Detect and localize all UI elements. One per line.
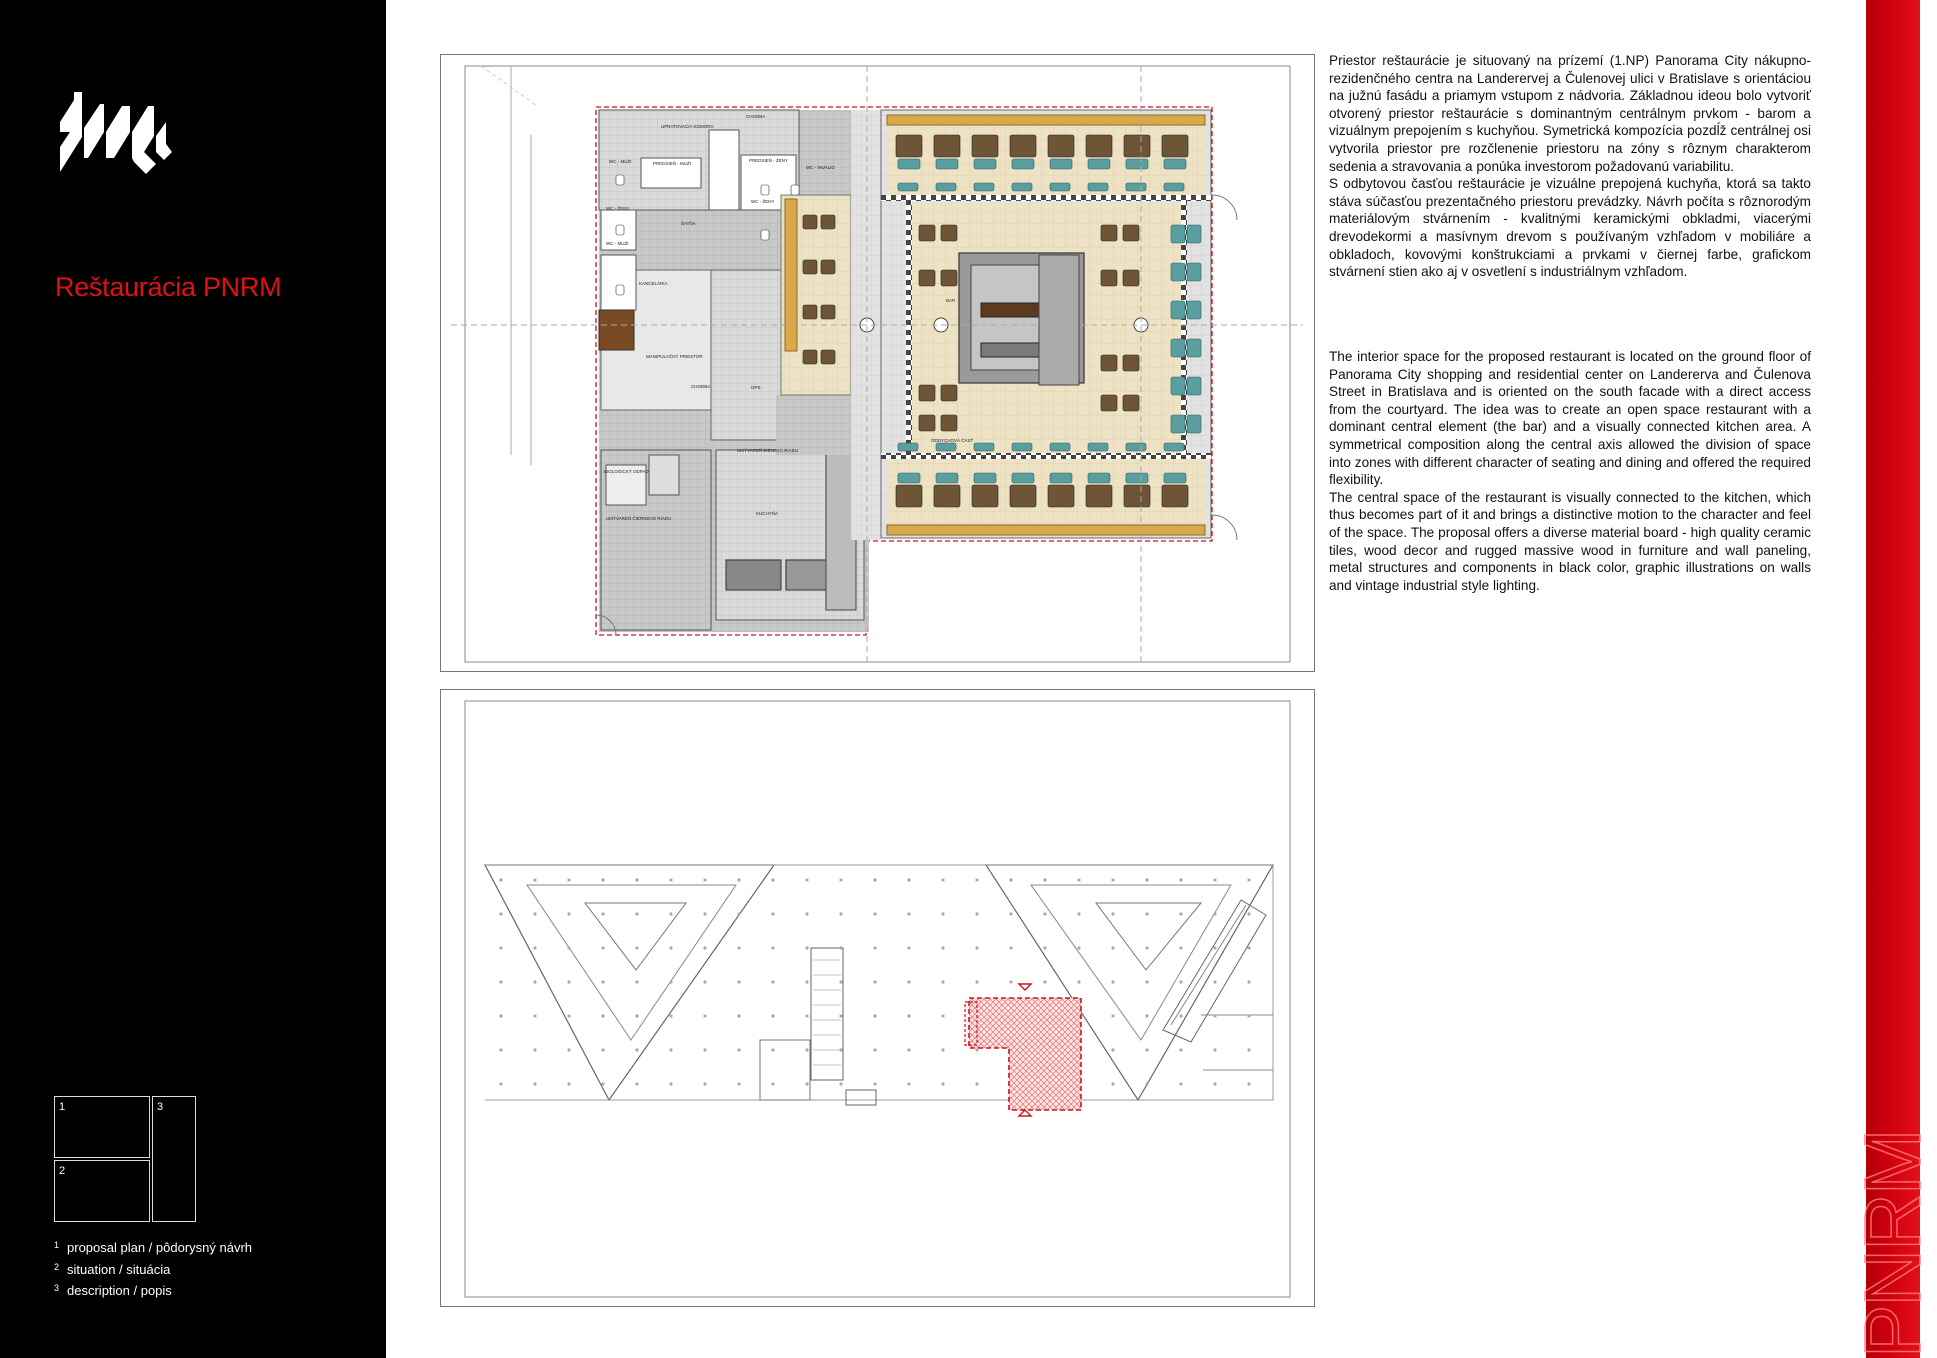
booth-seat: [1164, 473, 1186, 483]
column-grid-point: [941, 1014, 944, 1017]
sidebar: [0, 0, 386, 1358]
room-label: CHODBA: [691, 384, 711, 389]
column-grid-point: [1145, 980, 1148, 983]
legend-item: [54, 1279, 252, 1301]
legend-item: [54, 1258, 252, 1280]
column-grid-point: [1179, 912, 1182, 915]
booth-seat: [1126, 443, 1146, 451]
booth-seat: [1164, 183, 1184, 191]
dining-table: [1162, 135, 1188, 157]
column-grid-point: [533, 1048, 536, 1051]
toilet: [791, 185, 799, 195]
booth-seat: [1171, 339, 1185, 357]
column-grid-point: [1043, 878, 1046, 881]
dining-table: [1048, 135, 1074, 157]
booth-seat: [974, 443, 994, 451]
column-grid-point: [499, 946, 502, 949]
booth-seat: [974, 473, 996, 483]
column-grid-point: [873, 1048, 876, 1051]
column-grid-point: [1213, 1048, 1216, 1051]
dining-table: [896, 135, 922, 157]
column-grid-point: [941, 878, 944, 881]
room-label: WC - ŽENY: [606, 206, 630, 211]
column-grid-point: [669, 946, 672, 949]
column-grid-point: [1213, 878, 1216, 881]
legend-list: [54, 1236, 252, 1301]
toilet: [616, 285, 624, 295]
booth-seat: [1164, 159, 1186, 169]
situation-panel: [440, 689, 1315, 1307]
layout-cell-1: [54, 1096, 150, 1158]
column-grid-point: [873, 1014, 876, 1017]
column-grid-point: [635, 980, 638, 983]
column-grid-point: [975, 912, 978, 915]
booth-seat: [1171, 415, 1185, 433]
booth-seat: [1164, 443, 1184, 451]
column-grid-point: [907, 980, 910, 983]
layout-cell-number: 3: [157, 1101, 164, 1113]
column-grid-point: [975, 1082, 978, 1085]
column-grid-point: [703, 878, 706, 881]
dining-table: [934, 485, 960, 507]
description-paragraph: The central space of the restaurant is visually connected to the kitchen, which thus becomes part of it and brings a distinctive motion to the character and feel of the space. The proposal offers a diverse material board - high quality ceramic tiles, wood decor and rugged massive wood in furniture and wall paneling, metal structures and components in black color, graphic illustrations on walls and vintage industrial style lighting.: [1329, 489, 1811, 593]
booth-seat: [1171, 225, 1185, 243]
booth-seat: [1012, 159, 1034, 169]
column-grid-point: [567, 946, 570, 949]
column-grid-point: [839, 912, 842, 915]
column-grid-point: [1247, 946, 1250, 949]
column-grid-point: [975, 980, 978, 983]
column-grid-point: [805, 946, 808, 949]
booth-seat: [1171, 301, 1185, 319]
legend-item-text: situation / situácia: [67, 1261, 171, 1277]
booth-seat: [1088, 159, 1110, 169]
column-grid-point: [533, 912, 536, 915]
room-label: ODDYCHOVÁ ČASŤ: [931, 438, 974, 443]
column-grid-point: [1179, 980, 1182, 983]
description-paragraph: The interior space for the proposed restaurant is located on the ground floor of Panorama City shopping and residential center on Landererva and Čulenova Street in Bratislava and is oriented on the south facade with a direct access from the courtyard. The idea was to create an open space restaurant with a dominant central element (the bar) and a visually connected kitchen area. A symmetrical composition along the central axis allowed the division of space into zones with different character of seating and dining and offered the required flexibility.: [1329, 349, 1811, 488]
dining-table: [821, 260, 835, 274]
dining-table: [1101, 225, 1117, 241]
column-grid-point: [907, 912, 910, 915]
legend-item-number: 2: [54, 1261, 60, 1272]
room-label: UMÝVAREŇ BIELEHO RIADU: [737, 448, 799, 453]
booth-seat: [1187, 263, 1201, 281]
column-grid-point: [1043, 980, 1046, 983]
booth-seat: [1126, 473, 1148, 483]
column-grid-point: [669, 912, 672, 915]
dining-table: [1123, 395, 1139, 411]
studio-logo-icon: [60, 92, 172, 174]
column-grid-point: [669, 1082, 672, 1085]
description-paragraph: Priestor reštaurácie je situovaný na prízemí (1.NP) Panorama City nákupno-rezidenčného centra na Landerervej a Čulenovej ulici v Bratislave s orientáciou na južnú fasádu a priamym vstupom z nádvoria. Základnou ideou bolo vytvoriť otvorený priestor reštaurácie s dominantným centrálnym prvkom - barom a vizuálnym prepojením s kuchyňou. Symetrická kompozícia pozdĺž centrálnej osi vytvorila priestor pre rozčlenenie priestoru na zóny s rôznym charakterom sedenia a stravovania a ponúka investorom požadovanú variabilitu.: [1329, 53, 1811, 174]
booth-seat: [1050, 183, 1070, 191]
column-grid-point: [567, 980, 570, 983]
column-grid-point: [1213, 912, 1216, 915]
column-grid-point: [601, 1014, 604, 1017]
column-grid-point: [1145, 912, 1148, 915]
booth-seat: [1050, 159, 1072, 169]
column-grid-point: [533, 878, 536, 881]
column-grid-point: [1247, 980, 1250, 983]
column-grid-point: [567, 1082, 570, 1085]
column-grid-point: [873, 878, 876, 881]
dining-table: [1123, 355, 1139, 371]
column-grid-point: [907, 878, 910, 881]
booth-seat: [898, 159, 920, 169]
column-grid-point: [771, 1048, 774, 1051]
column-grid-point: [1213, 1014, 1216, 1017]
column-grid-point: [499, 912, 502, 915]
layout-cell-number: 2: [59, 1165, 66, 1177]
column-grid-point: [703, 980, 706, 983]
dining-table: [919, 270, 935, 286]
column-grid-point: [771, 980, 774, 983]
column-grid-point: [601, 946, 604, 949]
column-grid-point: [533, 1014, 536, 1017]
column-grid-point: [1179, 1014, 1182, 1017]
column-grid-point: [635, 1048, 638, 1051]
booth-seat: [898, 473, 920, 483]
column-grid-point: [1213, 946, 1216, 949]
booth-seat: [1187, 339, 1201, 357]
column-grid-point: [941, 1082, 944, 1085]
dining-table: [1162, 485, 1188, 507]
column-grid-point: [635, 912, 638, 915]
column-grid-point: [499, 980, 502, 983]
booth-seat: [1187, 301, 1201, 319]
column-grid-point: [1111, 1014, 1114, 1017]
room-label: WC - INVALID: [806, 165, 835, 170]
column-grid-point: [941, 946, 944, 949]
column-grid-point: [567, 912, 570, 915]
column-grid-point: [1111, 980, 1114, 983]
description-english: [1329, 348, 1811, 594]
dining-table: [941, 385, 957, 401]
column-grid-point: [1247, 1014, 1250, 1017]
toilet: [761, 185, 769, 195]
legend-item-text: description / popis: [67, 1283, 172, 1298]
dining-table: [803, 215, 817, 229]
column-grid-point: [1111, 1082, 1114, 1085]
column-grid-point: [771, 1082, 774, 1085]
dining-table: [941, 415, 957, 431]
booth-seat: [974, 183, 994, 191]
booth-seat: [1012, 183, 1032, 191]
column-grid-point: [1145, 1082, 1148, 1085]
column-grid-point: [737, 878, 740, 881]
room-label: MANIPULAČNÝ PRIESTOR: [646, 354, 703, 359]
dining-table: [803, 350, 817, 364]
dining-table: [934, 135, 960, 157]
column-grid-point: [1009, 878, 1012, 881]
column-grid-point: [1111, 878, 1114, 881]
column-grid-point: [873, 946, 876, 949]
column-grid-point: [839, 1014, 842, 1017]
layout-cell-2: [54, 1160, 150, 1222]
column-grid-point: [703, 912, 706, 915]
floor-plan-drawing: [441, 55, 1313, 670]
booth-seat: [1088, 443, 1108, 451]
column-grid-point: [669, 980, 672, 983]
column-grid-point: [499, 1048, 502, 1051]
column-grid-point: [805, 1048, 808, 1051]
column-grid-point: [533, 1082, 536, 1085]
room-label: PREDSIEŇ - MUŽI: [653, 161, 692, 166]
room-label: WC - MUŽI: [609, 159, 632, 164]
column-grid-point: [1179, 878, 1182, 881]
column-grid-point: [1145, 1048, 1148, 1051]
column-grid-point: [907, 1082, 910, 1085]
column-grid-point: [1009, 980, 1012, 983]
booth-seat: [1187, 377, 1201, 395]
column-grid-point: [805, 878, 808, 881]
column-grid-point: [873, 912, 876, 915]
column-grid-point: [873, 1082, 876, 1085]
legend-item-text: proposal plan / pôdorysný návrh: [67, 1240, 253, 1255]
column-grid-point: [601, 912, 604, 915]
booth-seat: [1187, 225, 1201, 243]
dining-table: [1010, 135, 1036, 157]
column-grid-point: [737, 1082, 740, 1085]
booth-seat: [1050, 473, 1072, 483]
column-grid-point: [737, 1048, 740, 1051]
booth-seat: [1126, 159, 1148, 169]
column-grid-point: [1111, 946, 1114, 949]
dining-table: [919, 385, 935, 401]
toilet: [761, 230, 769, 240]
description-slovak: [1329, 52, 1811, 281]
room-label: BAR: [946, 298, 956, 303]
dining-table: [941, 225, 957, 241]
column-grid-point: [805, 1082, 808, 1085]
column-grid-point: [975, 946, 978, 949]
booth-seat: [1126, 183, 1146, 191]
legend-item-number: 1: [54, 1240, 60, 1250]
column-grid-point: [839, 878, 842, 881]
booth-seat: [936, 443, 956, 451]
column-grid-point: [1077, 912, 1080, 915]
dining-table: [1048, 485, 1074, 507]
booth-seat: [1187, 415, 1201, 433]
toilet: [616, 175, 624, 185]
dining-table: [1086, 485, 1112, 507]
column-grid-point: [907, 1014, 910, 1017]
column-grid-point: [1077, 980, 1080, 983]
column-grid-point: [533, 946, 536, 949]
booth-seat: [1012, 473, 1034, 483]
column-grid-point: [635, 946, 638, 949]
column-grid-point: [1247, 878, 1250, 881]
dining-table: [1101, 270, 1117, 286]
column-grid-point: [669, 878, 672, 881]
dining-table: [941, 270, 957, 286]
layout-cell-number: 1: [59, 1101, 66, 1113]
column-grid-point: [771, 912, 774, 915]
column-grid-point: [907, 946, 910, 949]
column-grid-point: [941, 980, 944, 983]
dining-table: [919, 415, 935, 431]
column-grid-point: [669, 1014, 672, 1017]
column-grid-point: [1111, 912, 1114, 915]
column-grid-point: [703, 1082, 706, 1085]
room-label: OPS: [751, 385, 761, 390]
room-label: UMÝVAREŇ ČIERNEHO RIADU: [606, 516, 672, 521]
column-grid-point: [1247, 912, 1250, 915]
dining-table: [821, 215, 835, 229]
booth-seat: [974, 159, 996, 169]
room-label: KUCHYŇA: [756, 511, 779, 516]
dining-table: [1123, 225, 1139, 241]
column-grid-point: [703, 946, 706, 949]
column-grid-point: [941, 912, 944, 915]
booth-seat: [936, 183, 956, 191]
column-grid-point: [1247, 1048, 1250, 1051]
room-label: BIOLOGICKÝ ODPAD: [604, 469, 649, 474]
column-grid-point: [1077, 946, 1080, 949]
column-grid-point: [703, 1048, 706, 1051]
booth-seat: [936, 159, 958, 169]
column-grid-point: [907, 1048, 910, 1051]
column-grid-point: [601, 1048, 604, 1051]
column-grid-point: [1043, 946, 1046, 949]
dining-table: [803, 260, 817, 274]
legend-item-number: 3: [54, 1283, 60, 1293]
dining-table: [1086, 135, 1112, 157]
column-grid-point: [1213, 1082, 1216, 1085]
booth-seat: [1171, 377, 1185, 395]
column-grid-point: [737, 946, 740, 949]
column-grid-point: [601, 1082, 604, 1085]
room-label: CHODBA: [746, 114, 766, 119]
description-paragraph: S odbytovou časťou reštaurácie je vizuálne prepojená kuchyňa, ktorá sa takto stáva súčasťou prezentačného priestoru prevádzky. Návrh počíta s rôznorodým materiálovým stvárnením - kvalitnými keramickými obkladmi, viacerými drevodekormi a masívnym drevom s používaným vzhľadom v mobiliáre a obkladoch, kovovými konštrukciami a prvkami v čiernej farbe, grafickom stvárnení stien ako aj v osvetlení s industriálnym vzhľadom.: [1329, 176, 1811, 280]
project-title: Reštaurácia PNRM: [55, 272, 282, 302]
dining-table: [1010, 485, 1036, 507]
dining-table: [803, 305, 817, 319]
column-grid-point: [839, 1048, 842, 1051]
booth-seat: [1171, 263, 1185, 281]
column-grid-point: [601, 980, 604, 983]
column-grid-point: [873, 980, 876, 983]
column-grid-point: [1145, 946, 1148, 949]
dining-table: [821, 350, 835, 364]
dining-table: [1124, 135, 1150, 157]
column-grid-point: [839, 1082, 842, 1085]
room-label: UPRATOVACIA KOMORA: [661, 124, 714, 129]
situation-drawing: [441, 690, 1313, 1305]
booth-seat: [1088, 473, 1110, 483]
column-grid-point: [567, 1048, 570, 1051]
column-grid-point: [1009, 912, 1012, 915]
column-grid-point: [737, 912, 740, 915]
booth-seat: [1050, 443, 1070, 451]
room-label: WC - MUŽI: [606, 241, 629, 246]
booth-seat: [898, 183, 918, 191]
dining-table: [1101, 355, 1117, 371]
column-grid-point: [1179, 946, 1182, 949]
column-grid-point: [499, 878, 502, 881]
booth-seat: [898, 443, 918, 451]
column-grid-point: [839, 946, 842, 949]
column-grid-point: [737, 980, 740, 983]
legend-item: [54, 1236, 252, 1258]
column-grid-point: [499, 1082, 502, 1085]
room-label: ŠATŇA: [681, 221, 696, 226]
column-grid-point: [975, 878, 978, 881]
column-grid-point: [1145, 1014, 1148, 1017]
column-grid-point: [1179, 1082, 1182, 1085]
column-grid-point: [533, 980, 536, 983]
column-grid-point: [737, 1014, 740, 1017]
dining-table: [972, 135, 998, 157]
column-grid-point: [601, 878, 604, 881]
room-label: WC - ŽENY: [751, 199, 775, 204]
column-grid-point: [635, 1014, 638, 1017]
column-grid-point: [703, 1014, 706, 1017]
column-grid-point: [1179, 1048, 1182, 1051]
column-grid-point: [1009, 946, 1012, 949]
column-grid-point: [975, 1048, 978, 1051]
dining-table: [896, 485, 922, 507]
column-grid-point: [567, 1014, 570, 1017]
booth-seat: [936, 473, 958, 483]
column-grid-point: [1043, 912, 1046, 915]
room-label: PREDSIEŇ - ŽENY: [749, 158, 789, 163]
dining-table: [1101, 395, 1117, 411]
column-grid-point: [941, 1048, 944, 1051]
toilet: [616, 225, 624, 235]
column-grid-point: [669, 1048, 672, 1051]
dining-table: [1123, 270, 1139, 286]
dining-table: [919, 225, 935, 241]
column-grid-point: [1111, 1048, 1114, 1051]
column-grid-point: [635, 878, 638, 881]
dining-table: [972, 485, 998, 507]
column-grid-point: [805, 912, 808, 915]
vertical-project-code: PNRM: [1848, 1130, 1937, 1358]
column-grid-point: [805, 1014, 808, 1017]
proposal-plan-panel: [440, 54, 1315, 672]
layout-cell-3: [152, 1096, 196, 1222]
dining-table: [1124, 485, 1150, 507]
column-grid-point: [771, 878, 774, 881]
column-grid-point: [567, 878, 570, 881]
booth-seat: [1012, 443, 1032, 451]
column-grid-point: [771, 1014, 774, 1017]
column-grid-point: [1247, 1082, 1250, 1085]
column-grid-point: [771, 946, 774, 949]
column-grid-point: [805, 980, 808, 983]
column-grid-point: [635, 1082, 638, 1085]
dining-table: [821, 305, 835, 319]
column-grid-point: [499, 1014, 502, 1017]
column-grid-point: [1213, 980, 1216, 983]
room-label: KANCELÁRIA: [639, 281, 668, 286]
column-grid-point: [1077, 878, 1080, 881]
column-grid-point: [839, 980, 842, 983]
column-grid-point: [1145, 878, 1148, 881]
booth-seat: [1088, 183, 1108, 191]
